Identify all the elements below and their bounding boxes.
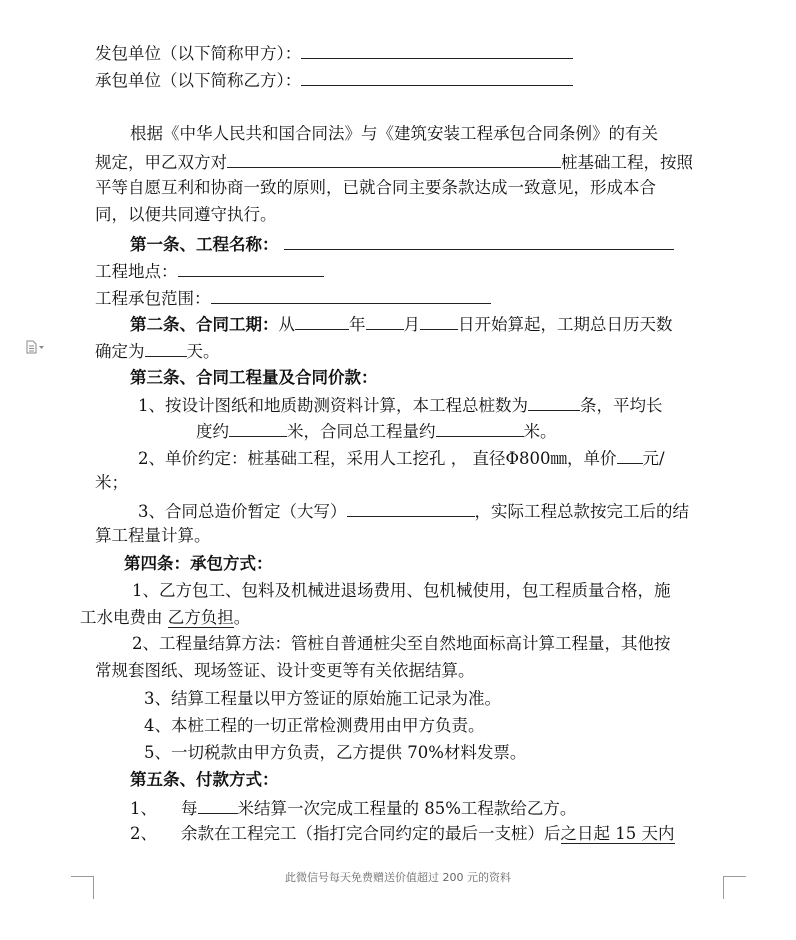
article-3-item-3-cont: 算工程量计算。 bbox=[95, 526, 211, 545]
article-3-item-2: 2、单价约定：桩基础工程，采用人工挖孔 ， 直径Φ800㎜，单价 元/ bbox=[138, 445, 665, 471]
meters-blank[interactable] bbox=[198, 795, 238, 814]
article-4-title: 第四条：承包方式： bbox=[124, 554, 273, 573]
project-scope-line: 工程承包范围： bbox=[95, 285, 491, 311]
article-3-item-3: 3、合同总造价暂定（大写） ，实际工程总款按完工后的结 bbox=[138, 498, 689, 524]
length-blank[interactable] bbox=[229, 418, 287, 437]
article-4-item-1-cont: 工水电费由 乙方负担。 bbox=[80, 608, 251, 627]
article-4-item-2-cont: 常规套图纸、现场签证、设计变更等有关依据结算。 bbox=[95, 661, 475, 680]
pile-count-blank[interactable] bbox=[528, 392, 580, 411]
crop-mark-left bbox=[71, 876, 94, 899]
unit-price-blank[interactable] bbox=[617, 445, 643, 464]
article-3-item-1: 1、按设计图纸和地质勘测资料计算，本工程总桩数为 条，平均长 bbox=[138, 392, 663, 418]
article-4-item-1: 1、乙方包工、包料及机械进退场费用、包机械使用，包工程质量合格，施 bbox=[132, 581, 671, 600]
intro-line-3: 平等自愿互利和协商一致的原则，已就合同主要条款达成一致意见，形成本合 bbox=[95, 178, 656, 197]
article-2-title: 第二条、合同工期： bbox=[130, 315, 279, 334]
intro-line-1: 根据《中华人民共和国合同法》与《建筑安装工程承包合同条例》的有关 bbox=[130, 124, 658, 143]
document-icon[interactable] bbox=[26, 340, 46, 357]
intro-line-4: 同，以便共同遵守执行。 bbox=[95, 205, 277, 224]
page-footer: 此微信号每天免费赠送价值超过 200 元的资料 bbox=[285, 871, 511, 884]
project-blank[interactable] bbox=[227, 149, 561, 168]
intro-line-2: 规定，甲乙双方对 桩基础工程，按照 bbox=[95, 149, 693, 175]
total-price-blank[interactable] bbox=[347, 498, 475, 517]
total-quantity-blank[interactable] bbox=[436, 418, 524, 437]
article-3-title: 第三条、合同工程量及合同价款： bbox=[130, 368, 378, 387]
crop-mark-right bbox=[723, 876, 746, 899]
article-5-item-2: 2、 余款在工程完工（指打完合同约定的最后一支桩）后之日起 15 天内 bbox=[130, 824, 675, 843]
document-icon-glyph bbox=[26, 340, 46, 354]
article-5-title: 第五条、付款方式： bbox=[130, 770, 279, 789]
party-b-blank[interactable] bbox=[301, 67, 573, 86]
article-4-item-4: 4、本桩工程的一切正常检测费用由甲方负责。 bbox=[144, 716, 485, 735]
party-a-line: 发包单位（以下简称甲方）： bbox=[95, 40, 573, 66]
party-b-line: 承包单位（以下简称乙方）： bbox=[95, 67, 573, 93]
project-name-blank[interactable] bbox=[284, 231, 674, 250]
article-3-item-2-cont: 米； bbox=[95, 473, 128, 492]
article-4-item-5: 5、一切税款由甲方负责，乙方提供 70%材料发票。 bbox=[144, 743, 527, 762]
scope-blank[interactable] bbox=[211, 285, 491, 304]
article-2-line-1: 第二条、合同工期：从 年 月 日开始算起，工期总日历天数 bbox=[130, 311, 673, 337]
location-blank[interactable] bbox=[178, 258, 324, 277]
article-5-item-1: 1、 每 米结算一次完成工程量的 85%工程款给乙方。 bbox=[130, 795, 576, 821]
month-blank[interactable] bbox=[366, 311, 404, 330]
article-4-item-2: 2、工程量结算方法：管桩自普通桩尖至自然地面标高计算工程量，其他按 bbox=[132, 634, 671, 653]
article-1-title: 第一条、工程名称： bbox=[130, 231, 674, 257]
year-blank[interactable] bbox=[295, 311, 349, 330]
party-a-blank[interactable] bbox=[301, 40, 573, 59]
article-4-item-3: 3、结算工程量以甲方签证的原始施工记录为准。 bbox=[144, 689, 501, 708]
day-blank[interactable] bbox=[420, 311, 458, 330]
article-3-item-1-cont: 度约 米，合同总工程量约 米。 bbox=[196, 418, 557, 444]
article-2-line-2: 确定为 天。 bbox=[95, 338, 220, 364]
days-blank[interactable] bbox=[145, 338, 187, 357]
project-location-line: 工程地点： bbox=[95, 258, 324, 284]
